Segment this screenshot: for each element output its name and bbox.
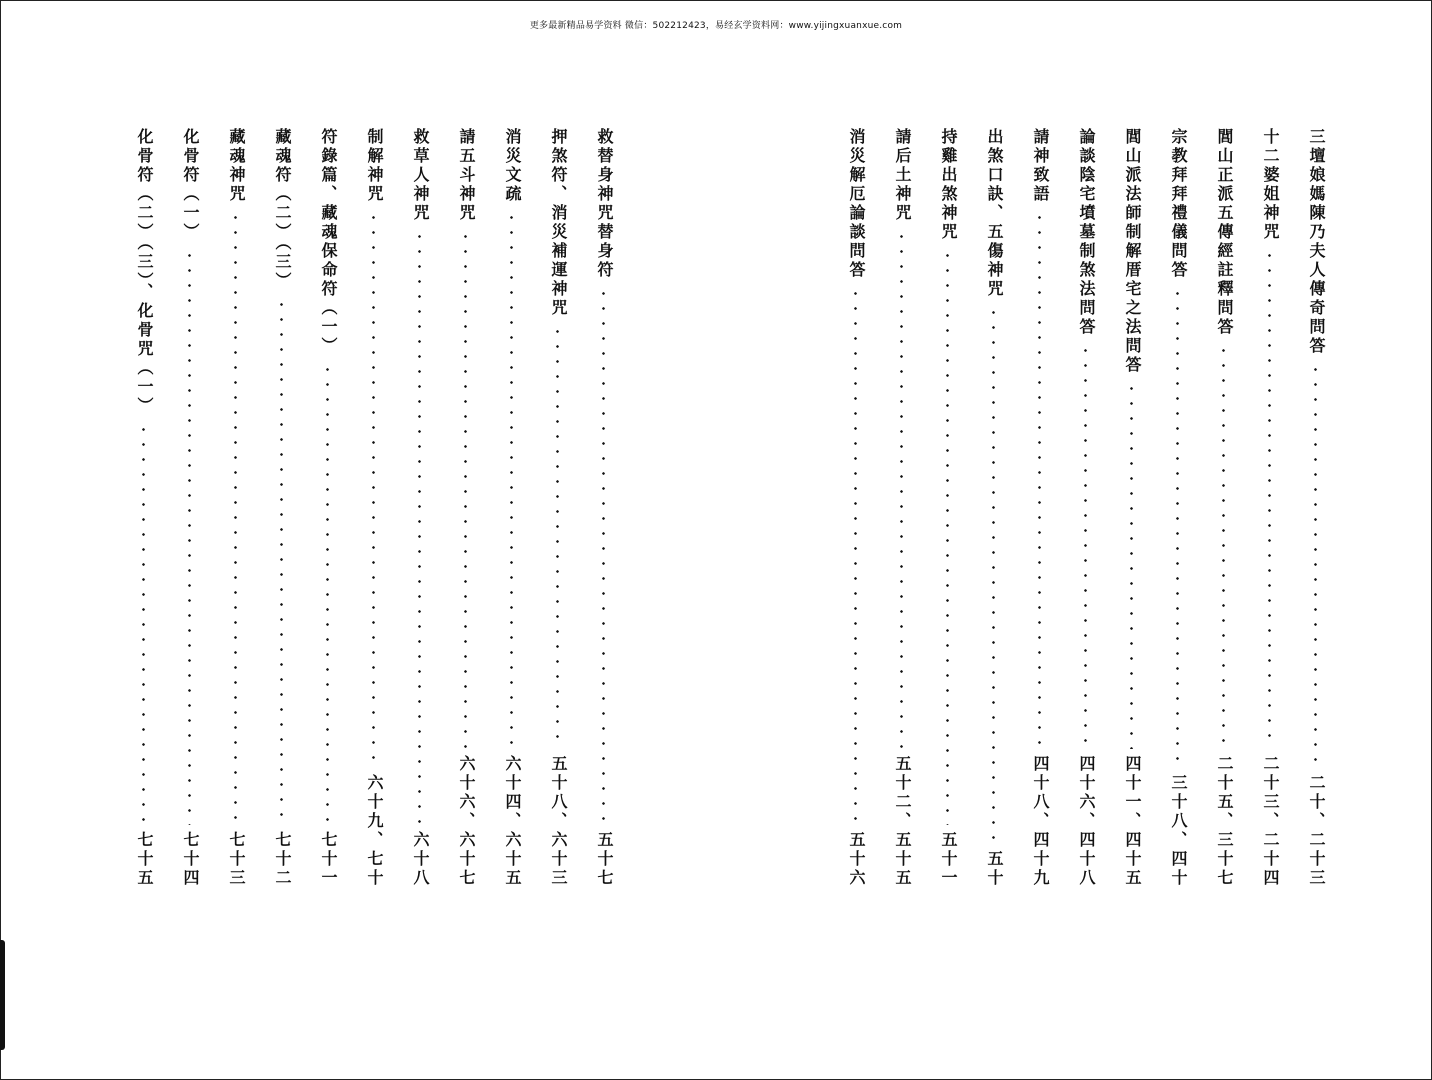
toc-entry-title: 十二婆姐神咒 [1261, 128, 1280, 242]
toc-entry [316, 128, 340, 888]
toc-entry-title: 化骨符（一） [181, 128, 200, 242]
toc-entry-title: 化骨符（二）（三）、化骨咒（一） [135, 128, 154, 416]
toc-entry [270, 128, 294, 888]
toc-entry-title: 押煞符、消災補運神咒 [549, 128, 568, 318]
dot-leader [1130, 381, 1133, 749]
toc-entry-page: 五十七 [595, 831, 614, 888]
toc-entry-title: 符錄篇、藏魂保命符（一） [319, 128, 338, 356]
toc-entry [890, 128, 914, 888]
dot-leader [854, 286, 857, 825]
toc-entry-page: 三十八、四十 [1169, 774, 1188, 888]
toc-entry-page: 七十五 [135, 831, 154, 888]
toc-entry-title: 論談陰宅墳墓制煞法問答 [1077, 128, 1096, 337]
toc-entry-title: 藏魂符（二）（三） [273, 128, 292, 291]
toc-entry [178, 128, 202, 888]
toc-entry [982, 128, 1006, 888]
toc-entry [1304, 128, 1328, 888]
dot-leader [946, 248, 949, 825]
dot-leader [556, 324, 559, 749]
dot-leader [418, 229, 421, 825]
toc-entry-page: 七十三 [227, 831, 246, 888]
toc-entry-page: 五十一 [939, 831, 958, 888]
toc-entry [500, 128, 524, 888]
toc-entry-page: 四十六、四十八 [1077, 755, 1096, 888]
dot-leader [1268, 248, 1271, 749]
dot-leader [188, 248, 191, 825]
toc-entry [1074, 128, 1098, 888]
toc-entry-page: 五十二、五十五 [893, 755, 912, 888]
dot-leader [1314, 362, 1317, 768]
toc-entry-title: 消災文疏 [503, 128, 522, 204]
toc-entry [408, 128, 432, 888]
dot-leader [900, 229, 903, 749]
toc-entry-title: 救替身神咒替身符 [595, 128, 614, 280]
toc-entry [362, 128, 386, 888]
toc-entry-title: 請五斗神咒 [457, 128, 476, 223]
dot-leader [280, 297, 283, 825]
toc-entry-title: 三壇娘媽陳乃夫人傳奇問答 [1307, 128, 1326, 356]
toc-entry [1212, 128, 1236, 888]
toc-entry [844, 128, 868, 888]
toc-entry-page: 二十五、三十七 [1215, 755, 1234, 888]
toc-entry [224, 128, 248, 888]
right-page [716, 0, 1432, 1080]
toc-entry [1258, 128, 1282, 888]
toc-entry-title: 消災解厄論談問答 [847, 128, 866, 280]
toc-entry [454, 128, 478, 888]
toc-entry [936, 128, 960, 888]
toc-entry-page: 六十九、七十 [365, 774, 384, 888]
toc-entry-title: 出煞口訣、五傷神咒 [985, 128, 1004, 299]
toc-entry [1120, 128, 1144, 888]
toc-entry-page: 四十一、四十五 [1123, 755, 1142, 888]
dot-leader [1038, 210, 1041, 749]
toc-entry-title: 救草人神咒 [411, 128, 430, 223]
toc-entry-page: 四十八、四十九 [1031, 755, 1050, 888]
toc-entry-title: 請神致語 [1031, 128, 1050, 204]
toc-entry [592, 128, 616, 888]
dot-leader [602, 286, 605, 825]
toc-entry-page: 七十一 [319, 831, 338, 888]
dot-leader [1222, 343, 1225, 749]
toc-entry-page: 二十三、二十四 [1261, 755, 1280, 888]
dot-leader [142, 422, 145, 825]
toc-entry-page: 七十四 [181, 831, 200, 888]
toc-entry [546, 128, 570, 888]
dot-leader [992, 305, 995, 844]
dot-leader [1084, 343, 1087, 749]
toc-entry-page: 六十四、六十五 [503, 755, 522, 888]
toc-entry-title: 制解神咒 [365, 128, 384, 204]
dot-leader [464, 229, 467, 749]
header-banner: 更多最新精品易学资料 微信：502212423，易经玄学资料网：www.yijingxuanxue.com [529, 21, 903, 31]
toc-entry-page: 五十八、六十三 [549, 755, 568, 888]
toc-entry-title: 宗教拜拜禮儀問答 [1169, 128, 1188, 280]
dot-leader [510, 210, 513, 749]
toc-entry-page: 五十六 [847, 831, 866, 888]
toc-entry-title: 閭山派法師制解厝宅之法問答 [1123, 128, 1142, 375]
toc-entry-title: 閭山正派五傳經註釋問答 [1215, 128, 1234, 337]
toc-entry [1028, 128, 1052, 888]
toc-entry-page: 六十八 [411, 831, 430, 888]
dot-leader [234, 210, 237, 825]
toc-entry [132, 128, 156, 888]
toc-entry-title: 請后土神咒 [893, 128, 912, 223]
dot-leader [326, 362, 329, 825]
toc-entry-page: 二十、二十三 [1307, 774, 1326, 888]
dot-leader [1176, 286, 1179, 768]
toc-entry-page: 七十二 [273, 831, 292, 888]
dot-leader [372, 210, 375, 768]
toc-entry-page: 五十 [985, 850, 1004, 888]
toc-entry-page: 六十六、六十七 [457, 755, 476, 888]
toc-entry-title: 藏魂神咒 [227, 128, 246, 204]
toc-entry [1166, 128, 1190, 888]
toc-entry-title: 持雞出煞神咒 [939, 128, 958, 242]
